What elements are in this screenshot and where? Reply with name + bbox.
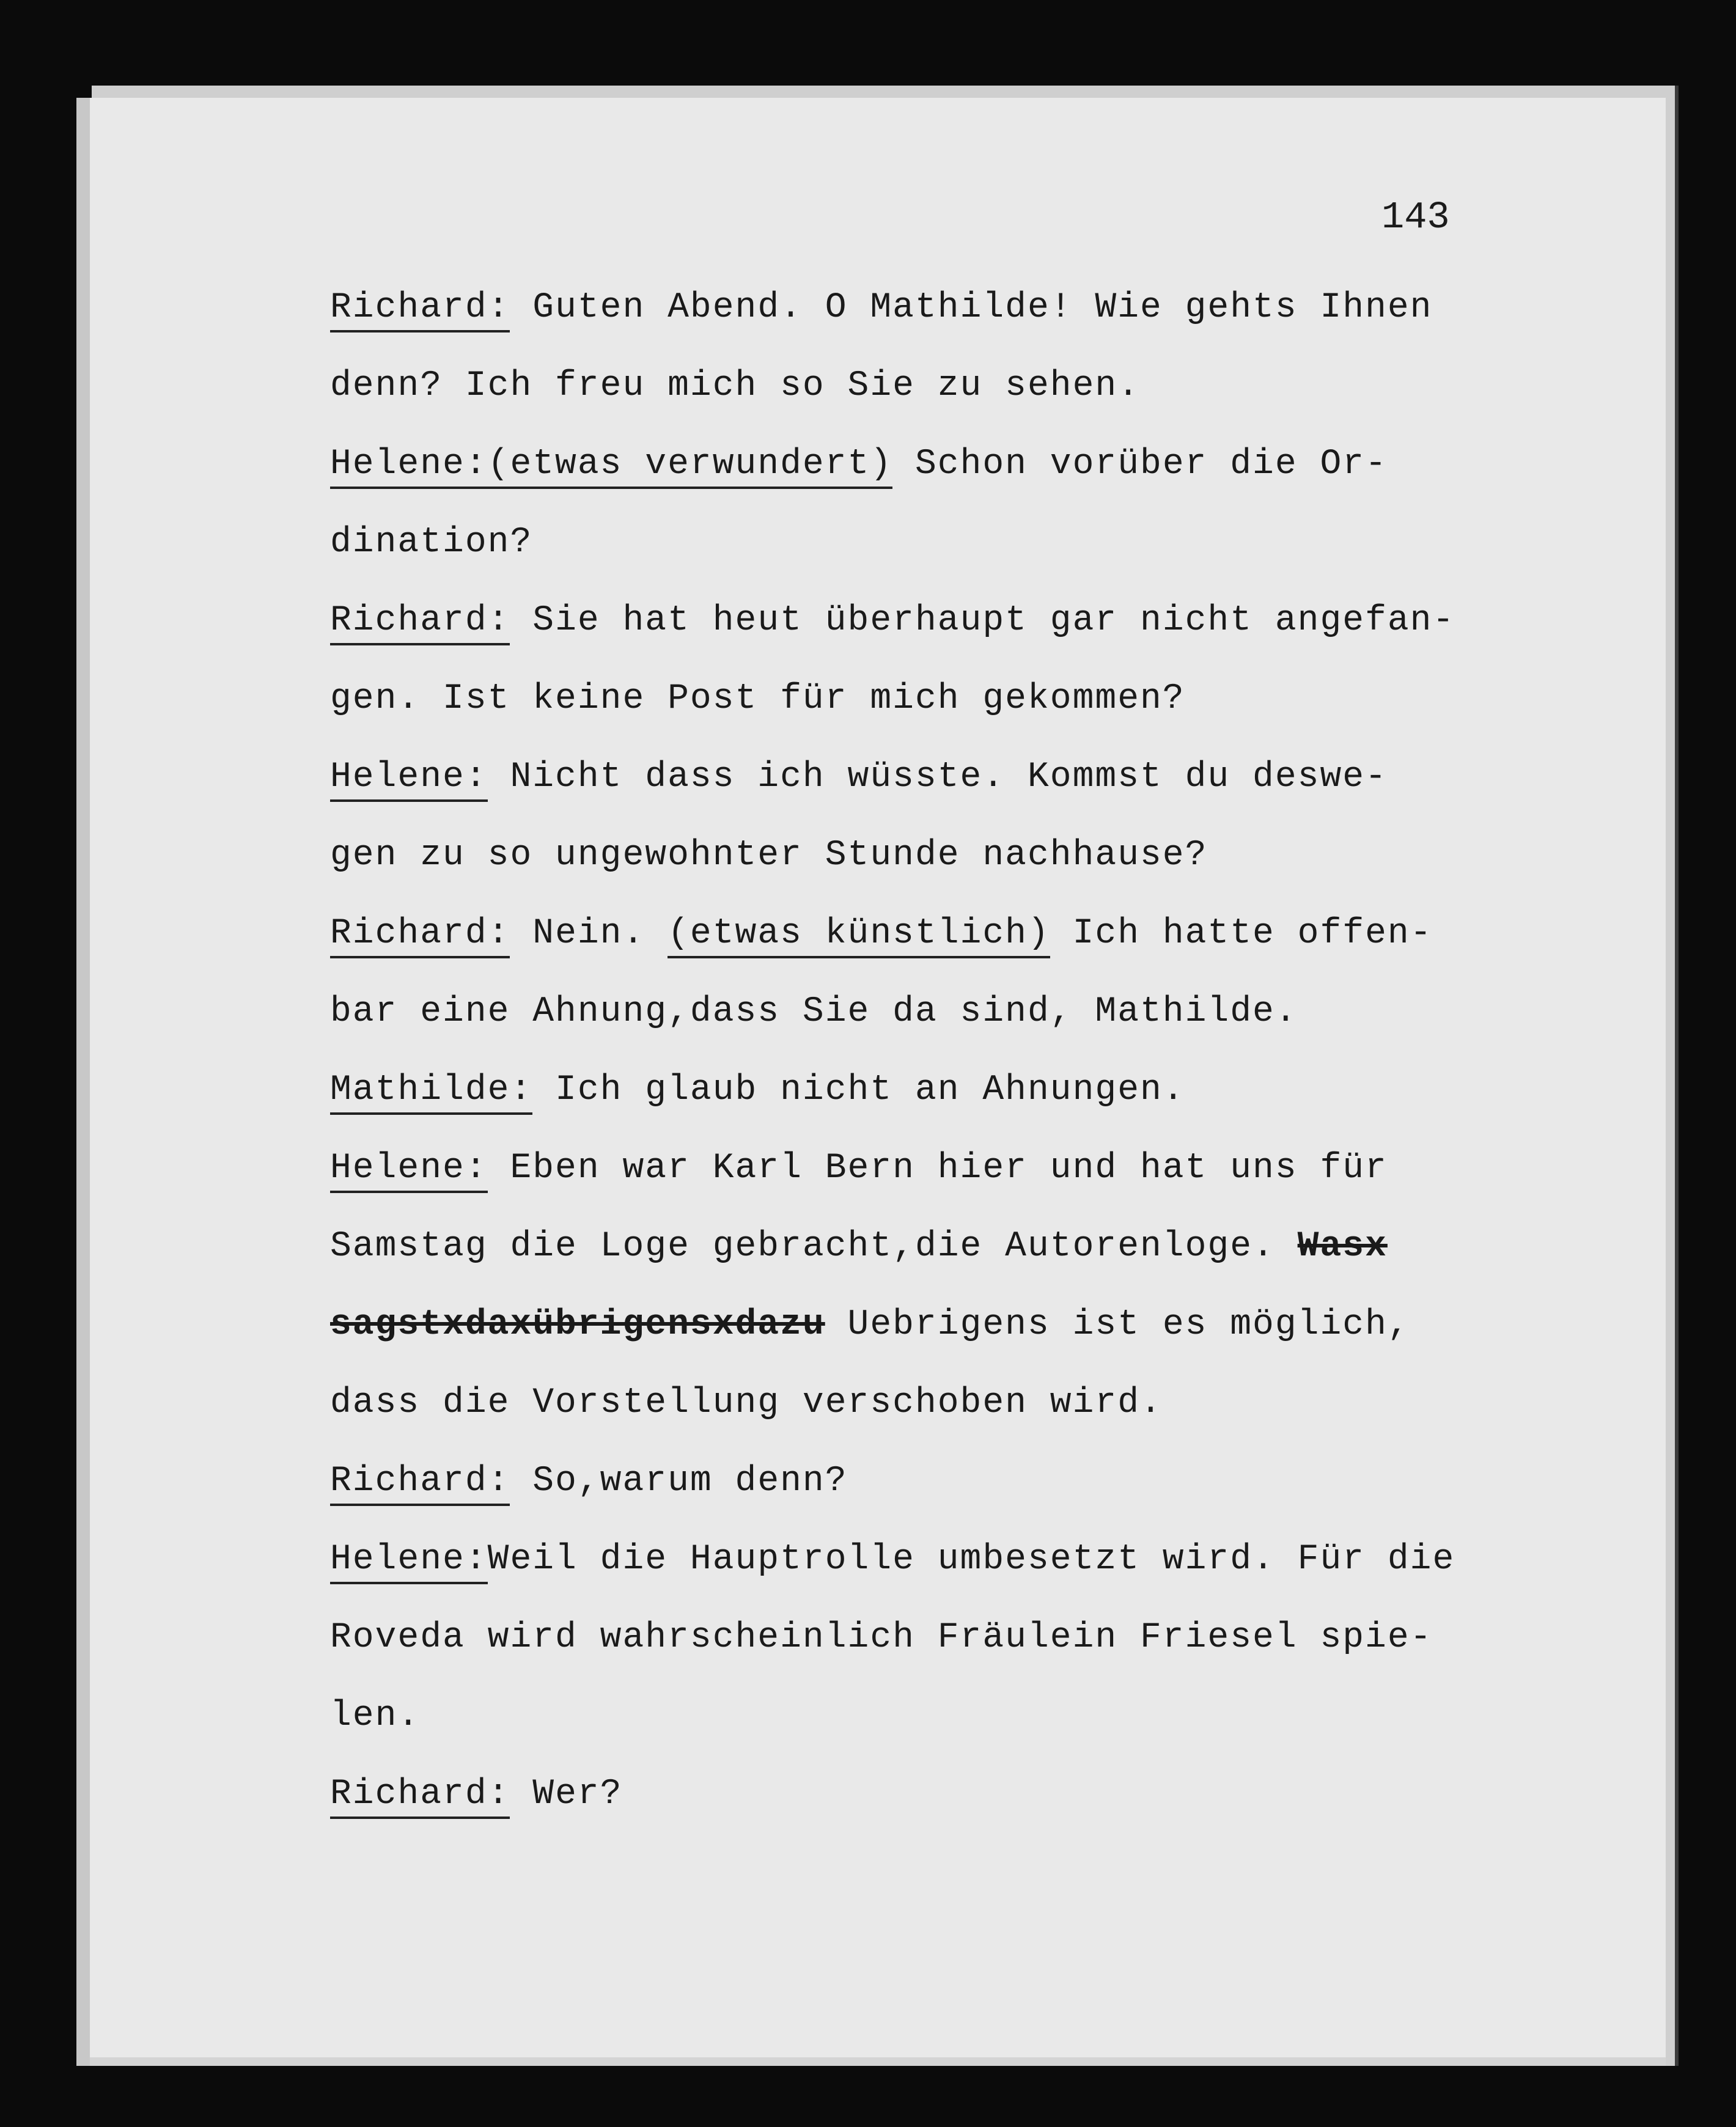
speaker-name: Mathilde:: [330, 1070, 532, 1115]
dialogue-body: [330, 269, 1663, 1834]
script-line: [330, 738, 1663, 817]
script-line: [330, 1755, 1663, 1834]
line-text: dass die Vorstellung verschoben wird.: [330, 1383, 1163, 1423]
stage-direction: (etwas verwundert): [488, 444, 893, 489]
line-text: Sie hat heut überhaupt gar nicht angefan-: [510, 601, 1455, 641]
speaker-name: Helene:: [330, 1540, 488, 1584]
page-number: 143: [1381, 196, 1450, 239]
script-line: [330, 504, 1663, 582]
speaker-name: Richard:: [330, 914, 510, 958]
line-text: Roveda wird wahrscheinlich Fräulein Friesel spie-: [330, 1618, 1433, 1658]
line-text: Ich hatte offen-: [1050, 914, 1433, 953]
line-text: Nicht dass ich wüsste. Kommst du deswe-: [487, 757, 1388, 797]
speaker-name: Helene:: [330, 444, 488, 489]
speaker-name: Richard:: [330, 1774, 510, 1819]
line-text: gen zu so ungewohnter Stunde nachhause?: [330, 836, 1208, 875]
script-line: [330, 1521, 1663, 1599]
line-text: Uebrigens ist es möglich,: [825, 1305, 1410, 1345]
line-text: dination?: [330, 523, 533, 562]
script-line: [330, 1599, 1663, 1677]
script-line: [330, 660, 1663, 738]
line-text: Samstag die Loge gebracht,die Autorenloge.: [330, 1227, 1298, 1266]
line-text: denn? Ich freu mich so Sie zu sehen.: [330, 366, 1141, 406]
script-line: [330, 895, 1663, 973]
script-line: [330, 817, 1663, 895]
script-line: [330, 1364, 1663, 1442]
script-line: [330, 347, 1663, 425]
line-text-prefix: Nein.: [510, 914, 668, 953]
line-text: So,warum denn?: [510, 1461, 848, 1501]
script-line: [330, 582, 1663, 660]
struck-text: Wasx: [1297, 1227, 1388, 1266]
line-text: Schon vorüber die Or-: [892, 444, 1388, 484]
script-line: [330, 1051, 1663, 1130]
line-text: gen. Ist keine Post für mich gekommen?: [330, 679, 1185, 719]
script-line: [330, 1208, 1663, 1286]
line-text: bar eine Ahnung,dass Sie da sind, Mathilde.: [330, 992, 1298, 1032]
speaker-name: Helene:: [330, 1148, 488, 1193]
struck-text: sagstxdaxübrigensxdazu: [330, 1305, 825, 1345]
script-line: [330, 1677, 1663, 1755]
script-line: [330, 1130, 1663, 1208]
script-line: [330, 1286, 1663, 1364]
script-line: [330, 269, 1663, 347]
script-line: [330, 973, 1663, 1051]
line-text: Wer?: [510, 1774, 623, 1814]
line-text: Ich glaub nicht an Ahnungen.: [532, 1070, 1185, 1110]
speaker-name: Helene:: [330, 757, 488, 802]
line-text: Guten Abend. O Mathilde! Wie gehts Ihnen: [510, 288, 1433, 328]
line-text: len.: [330, 1696, 421, 1736]
line-text: Weil die Hauptrolle umbesetzt wird. Für die: [487, 1540, 1455, 1579]
script-line: [330, 425, 1663, 504]
speaker-name: Richard:: [330, 601, 510, 645]
line-text: Eben war Karl Bern hier und hat uns für: [487, 1148, 1388, 1188]
script-line: [330, 1442, 1663, 1521]
speaker-name: Richard:: [330, 1461, 510, 1506]
speaker-name: Richard:: [330, 288, 510, 332]
stage-direction: (etwas künstlich): [668, 914, 1050, 958]
